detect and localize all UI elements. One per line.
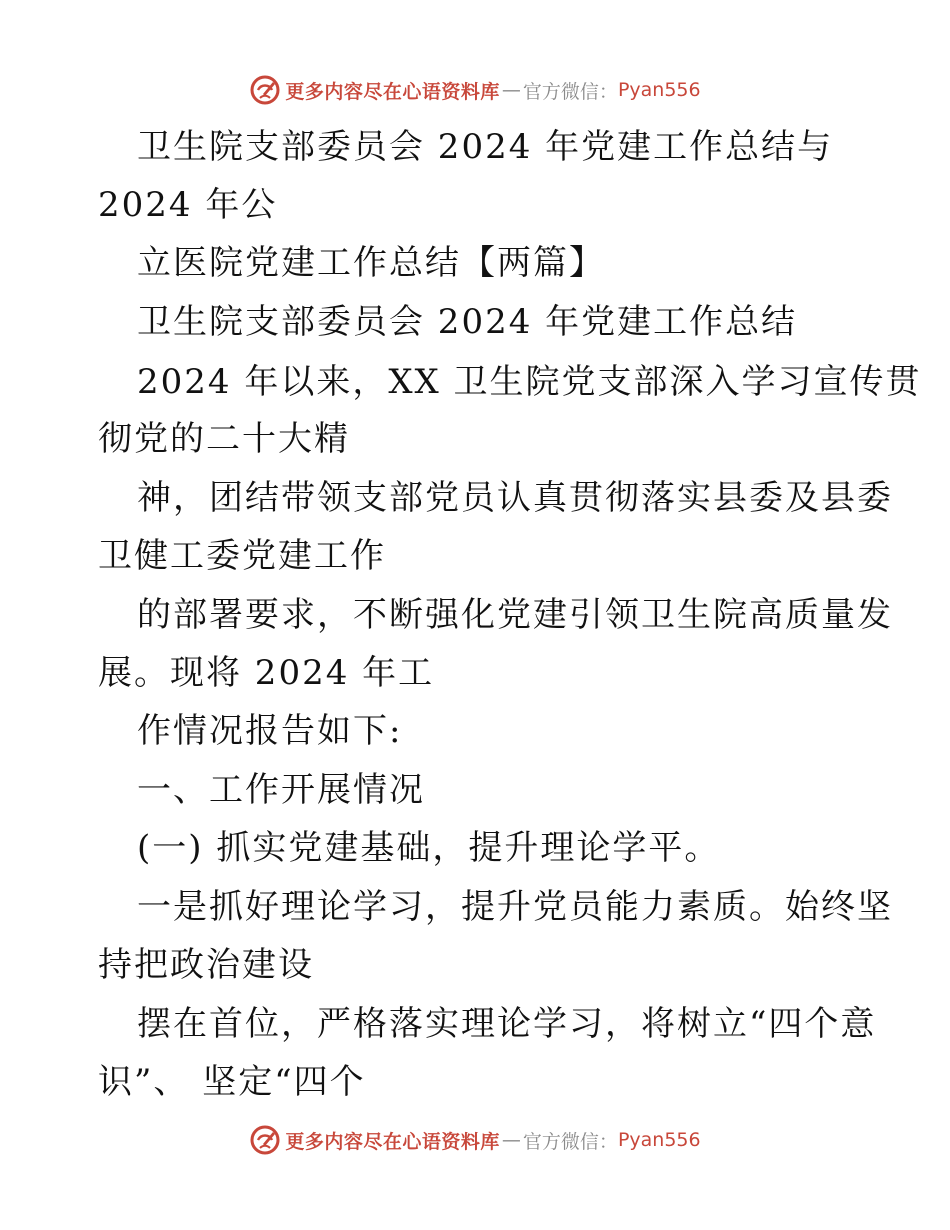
- banner-wechat-id: Pyan556: [617, 79, 701, 101]
- document-title-line-3: 立医院党建工作总结【两篇】: [137, 243, 605, 283]
- banner-wechat-label: 官方微信：: [522, 80, 618, 103]
- banner-separator: —: [501, 79, 521, 101]
- heading-level-1: 一、工作开展情况: [137, 770, 425, 810]
- body-line: 的部署要求，不断强化党建引领卫生院高质量发: [137, 595, 893, 635]
- body-line: 卫健工委党建工作: [98, 536, 386, 576]
- body-line: 持把政治建设: [98, 945, 314, 985]
- document-title-line-2: 2024 年公: [98, 185, 278, 225]
- heading-level-2: (一) 抓实党建基础，提升理论学平。: [137, 828, 721, 868]
- body-line: 彻党的二十大精: [98, 419, 350, 459]
- header-watermark-banner: [0, 70, 950, 110]
- banner-separator: —: [501, 1129, 521, 1151]
- body-line: 展。现将 2024 年工: [98, 653, 435, 693]
- banner-wechat-label: 官方微信：: [522, 1130, 618, 1153]
- brand-logo-icon: [249, 74, 281, 106]
- body-line: 一是抓好理论学习，提升党员能力素质。始终坚: [137, 887, 893, 927]
- banner-wechat-id: Pyan556: [617, 1129, 701, 1151]
- banner-slogan: 更多内容尽在心语资料库: [285, 1130, 500, 1153]
- brand-logo-icon: [249, 1124, 281, 1156]
- body-line: 2024 年以来，XX 卫生院党支部深入学习宣传贯: [137, 362, 922, 402]
- section-title: 卫生院支部委员会 2024 年党建工作总结: [137, 302, 798, 342]
- document-title-line-1: 卫生院支部委员会 2024 年党建工作总结与: [137, 127, 834, 167]
- banner-slogan: 更多内容尽在心语资料库: [285, 80, 500, 103]
- body-line: 识”、 坚定“四个: [98, 1062, 366, 1102]
- body-line: 作情况报告如下:: [137, 711, 403, 751]
- footer-watermark-banner: [0, 1120, 950, 1160]
- body-line: 神，团结带领支部党员认真贯彻落实县委及县委: [137, 478, 893, 518]
- body-line: 摆在首位，严格落实理论学习，将树立“四个意: [137, 1004, 877, 1044]
